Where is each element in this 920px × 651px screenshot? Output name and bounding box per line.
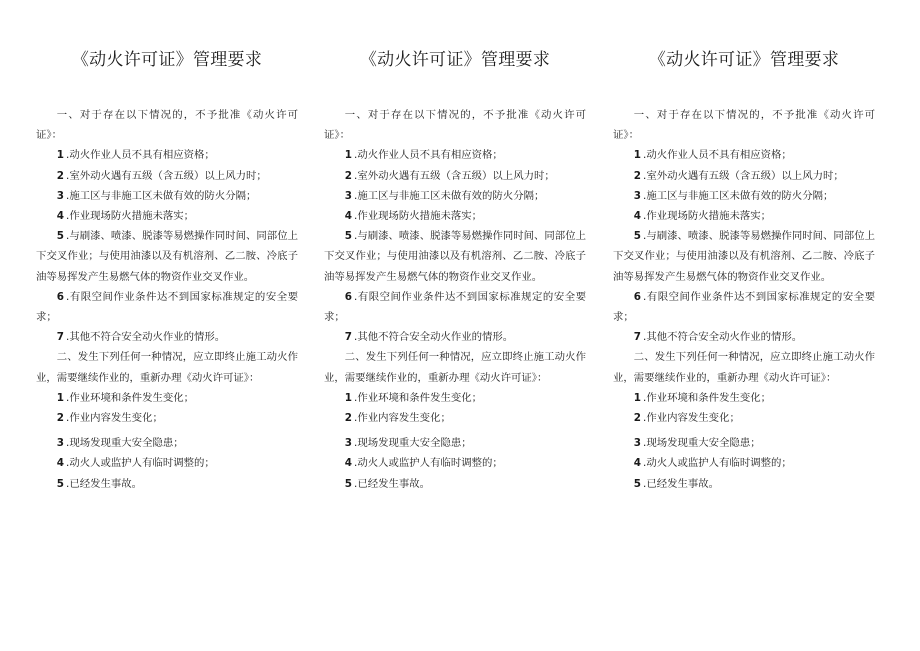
- section-1-item: 6 .有限空间作业条件达不到国家标准规定的安全要求；: [36, 290, 298, 324]
- section-1-heading: 一、对于存在以下情况的，不予批准《动火许可证》：: [613, 109, 875, 142]
- section-1-item: 5 .与刷漆、喷漆、脱漆等易燃操作同时间、同部位上下交叉作业；与使用油漆以及有机溶剂、乙二胺、冷底子油等易挥发产生易燃气体的物资作业交叉作业。: [36, 230, 298, 283]
- permit-column-1: [36, 0, 298, 494]
- section-2-item: 2 .作业内容发生变化；: [344, 412, 451, 425]
- section-2-heading: 二、发生下列任何一种情况，应立即终止施工动火作业，需要继续作业的，重新办理《动火许可证》：: [324, 351, 586, 384]
- section-1-item: 5 .与刷漆、喷漆、脱漆等易燃操作同时间、同部位上下交叉作业；与使用油漆以及有机溶剂、乙二胺、冷底子油等易挥发产生易燃气体的物资作业交叉作业。: [324, 230, 586, 283]
- section-2-item: 5 .已经发生事故。: [344, 477, 431, 490]
- section-1-item: 3 .施工区与非施工区未做有效的防火分隔；: [344, 189, 545, 202]
- section-2-heading: 二、发生下列任何一种情况，应立即终止施工动火作业，需要继续作业的，重新办理《动火许可证》：: [613, 351, 875, 384]
- section-1-item: 1 .动火作业人员不具有相应资格；: [344, 149, 503, 162]
- section-1-item: 2 .室外动火遇有五级（含五级）以上风力时；: [633, 169, 844, 182]
- section-2-heading: 二、发生下列任何一种情况，应立即终止施工动火作业，需要继续作业的，重新办理《动火许可证》：: [36, 351, 298, 384]
- section-1-item: 1 .动火作业人员不具有相应资格；: [56, 149, 215, 162]
- section-1-item: 3 .施工区与非施工区未做有效的防火分隔；: [633, 189, 834, 202]
- section-1-item: 4 .作业现场防火措施未落实；: [56, 210, 195, 223]
- section-2-item: 2 .作业内容发生变化；: [633, 412, 740, 425]
- permit-body: [613, 105, 875, 494]
- section-1-heading: 一、对于存在以下情况的，不予批准《动火许可证》：: [36, 109, 298, 142]
- section-2-item: 1 .作业环境和条件发生变化；: [344, 391, 483, 404]
- permit-body: [36, 105, 298, 494]
- section-2-item: 2 .作业内容发生变化；: [56, 412, 163, 425]
- section-2-item: 4 .动火人或监护人有临时调整的；: [633, 457, 792, 470]
- section-2-item: 1 .作业环境和条件发生变化；: [56, 391, 195, 404]
- section-2-item: 3 .现场发现重大安全隐患；: [344, 437, 472, 450]
- section-2-item: 3 .现场发现重大安全隐患；: [56, 437, 184, 450]
- page-title: 《动火许可证》管理要求: [648, 50, 840, 70]
- section-2-item: 4 .动火人或监护人有临时调整的；: [344, 457, 503, 470]
- section-2-item: 5 .已经发生事故。: [633, 477, 720, 490]
- section-1-item: 7 .其他不符合安全动火作业的情形。: [56, 331, 226, 344]
- section-1-item: 2 .室外动火遇有五级（含五级）以上风力时；: [56, 169, 267, 182]
- section-1-heading: 一、对于存在以下情况的，不予批准《动火许可证》：: [324, 109, 586, 142]
- section-1-item: 6 .有限空间作业条件达不到国家标准规定的安全要求；: [613, 290, 875, 324]
- page-title: 《动火许可证》管理要求: [359, 50, 551, 70]
- section-2-item: 1 .作业环境和条件发生变化；: [633, 391, 772, 404]
- permit-column-2: [324, 0, 586, 494]
- section-1-item: 7 .其他不符合安全动火作业的情形。: [633, 331, 803, 344]
- section-1-item: 4 .作业现场防火措施未落实；: [344, 210, 483, 223]
- section-2-item: 4 .动火人或监护人有临时调整的；: [56, 457, 215, 470]
- section-1-item: 7 .其他不符合安全动火作业的情形。: [344, 331, 514, 344]
- page-title: 《动火许可证》管理要求: [71, 50, 263, 70]
- section-1-item: 5 .与刷漆、喷漆、脱漆等易燃操作同时间、同部位上下交叉作业；与使用油漆以及有机溶剂、乙二胺、冷底子油等易挥发产生易燃气体的物资作业交叉作业。: [613, 230, 875, 283]
- section-1-item: 2 .室外动火遇有五级（含五级）以上风力时；: [344, 169, 555, 182]
- permit-body: [324, 105, 586, 494]
- section-1-item: 6 .有限空间作业条件达不到国家标准规定的安全要求；: [324, 290, 586, 324]
- section-1-item: 4 .作业现场防火措施未落实；: [633, 210, 772, 223]
- section-1-item: 1 .动火作业人员不具有相应资格；: [633, 149, 792, 162]
- section-2-item: 3 .现场发现重大安全隐患；: [633, 437, 761, 450]
- section-1-item: 3 .施工区与非施工区未做有效的防火分隔；: [56, 189, 257, 202]
- section-2-item: 5 .已经发生事故。: [56, 477, 143, 490]
- permit-column-3: [613, 0, 875, 494]
